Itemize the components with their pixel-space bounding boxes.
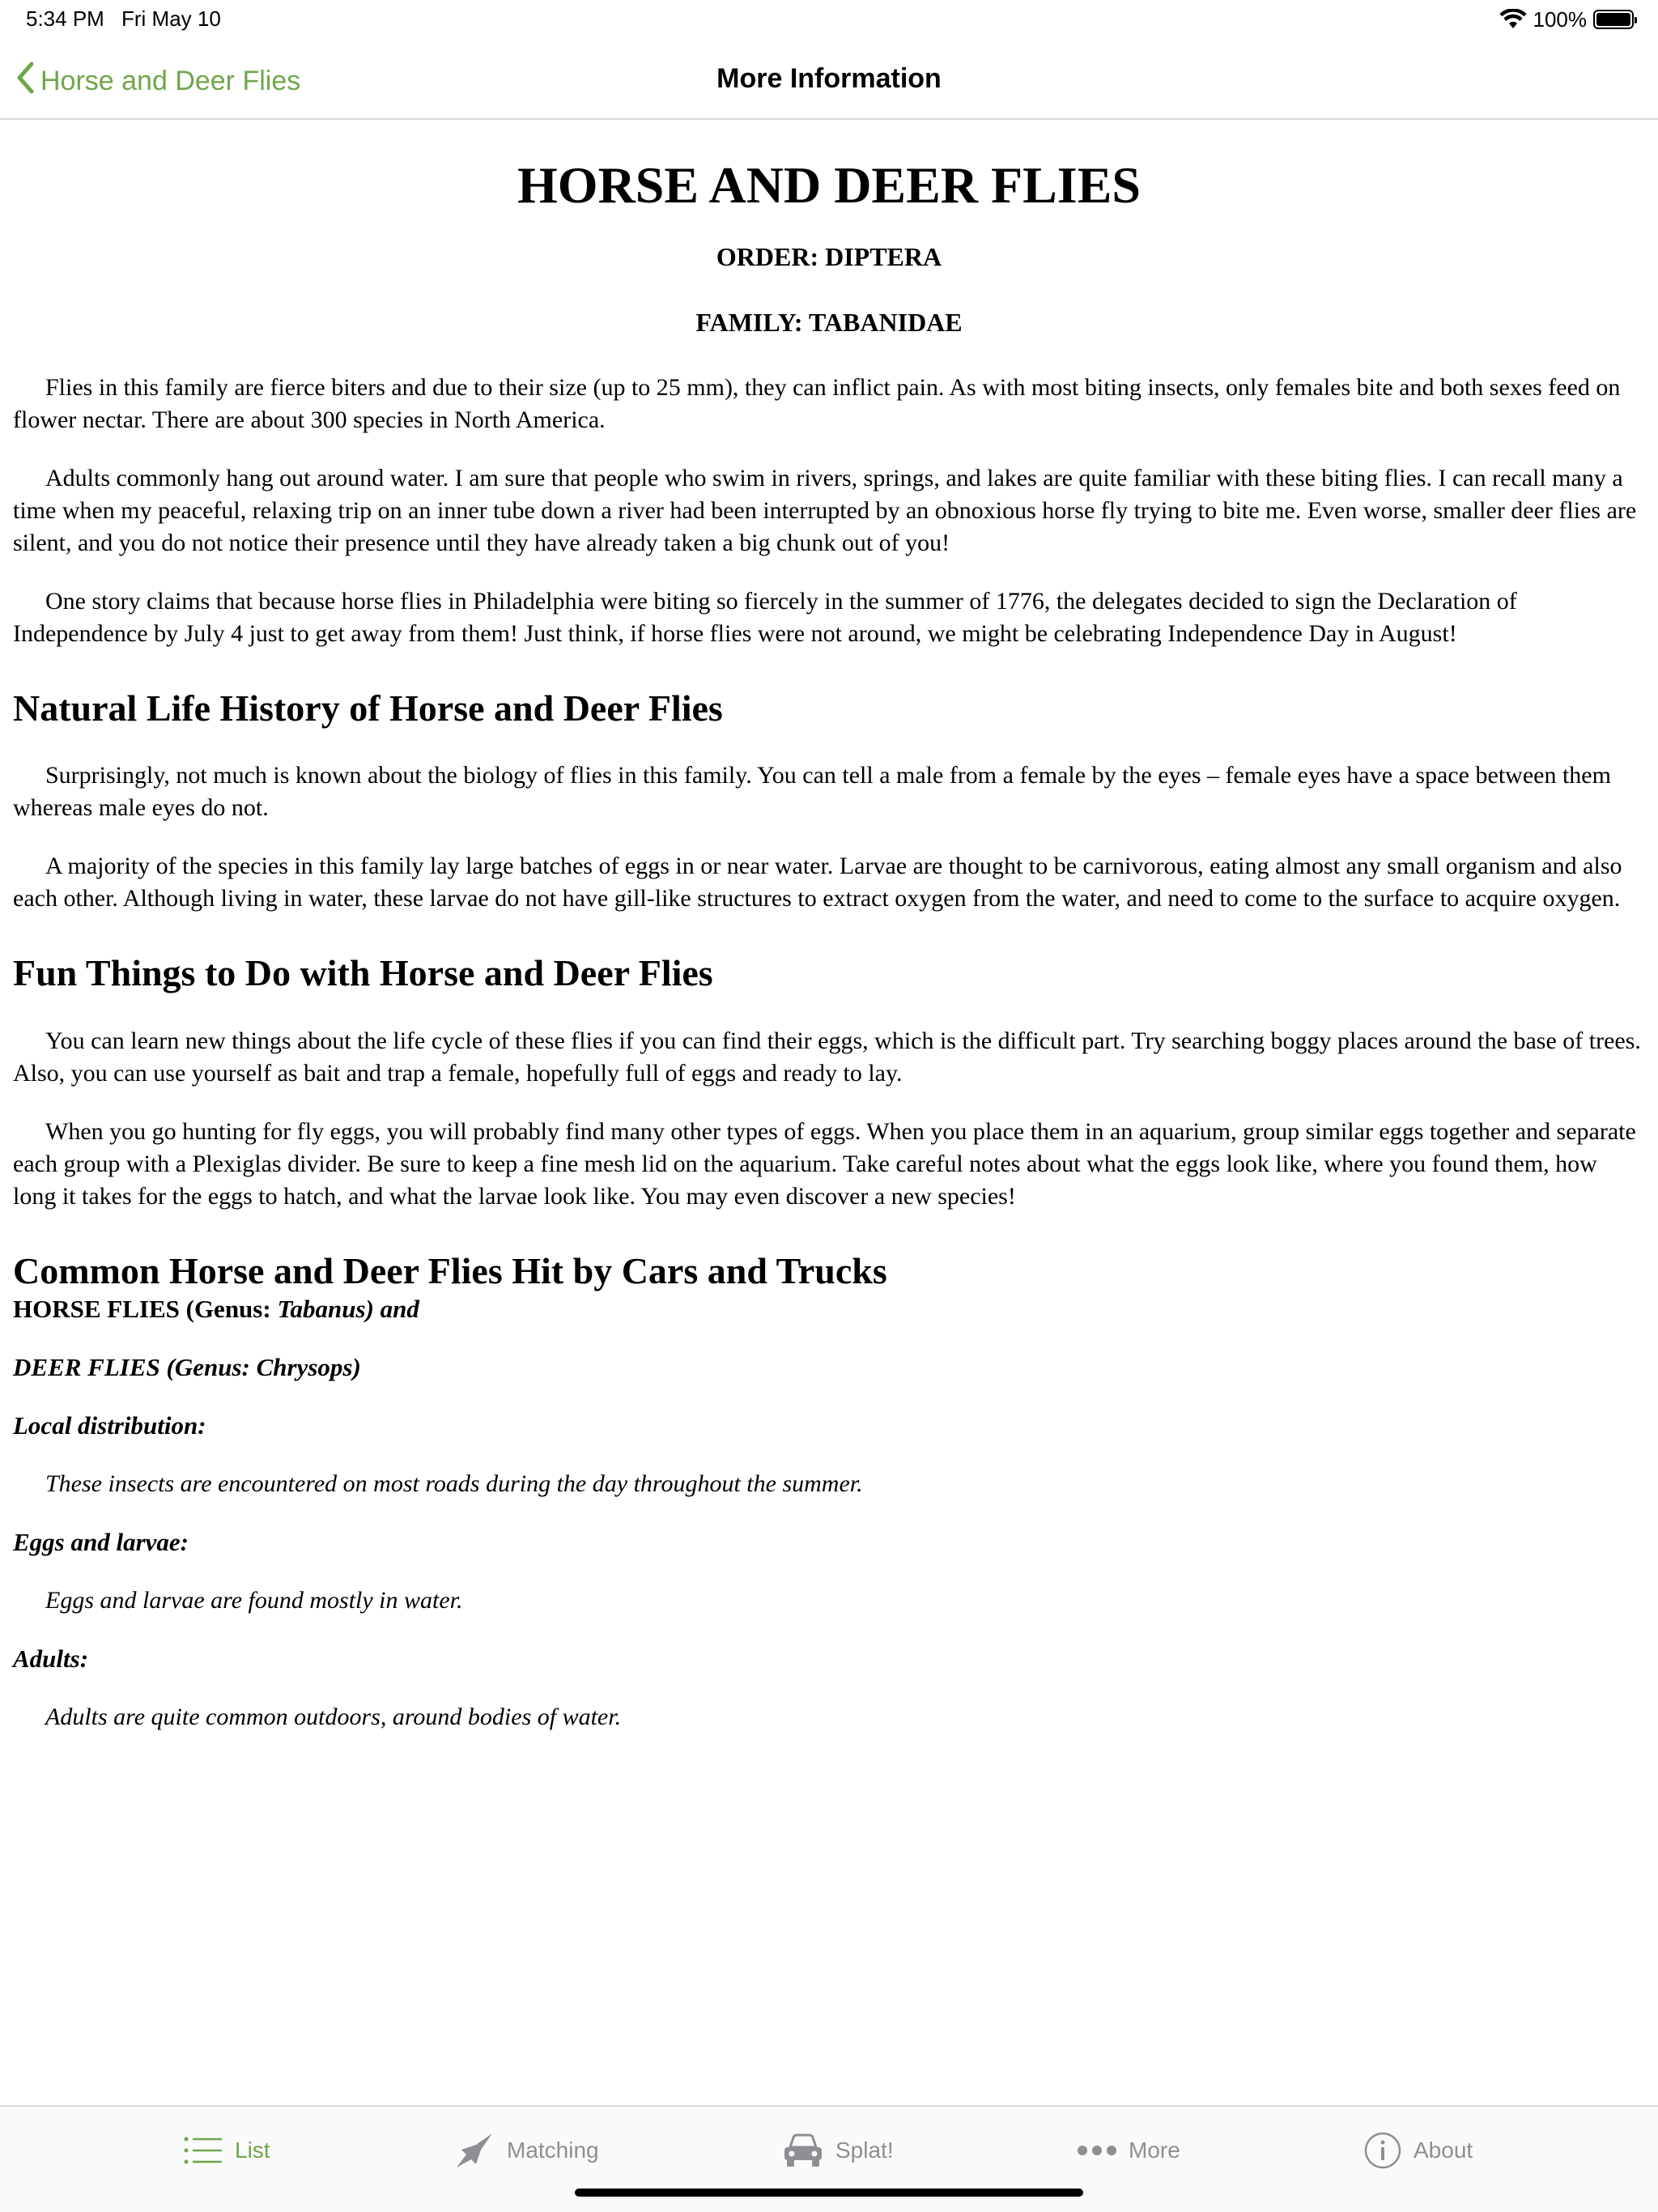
article-content xyxy=(13,121,1645,1733)
tab-list[interactable] xyxy=(183,2128,270,2173)
tab-about-label: About xyxy=(1414,2138,1473,2163)
tab-matching[interactable] xyxy=(453,2128,599,2173)
section-heading-fun: Fun Things to Do with Horse and Deer Flies xyxy=(13,952,713,994)
tab-about[interactable] xyxy=(1363,2128,1473,2173)
tab-more[interactable] xyxy=(1077,2128,1180,2173)
horse-flies-genus-name: Tabanus) and xyxy=(277,1294,419,1323)
intro-paragraph: One story claims that because horse flies in Philadelphia were biting so fiercely in the summer of 1776, the delegates decided to sign the Declaration of Independence by July 4 just to get away from them! Just think, if horse flies were not around, we might be celebrating Independence Day in August! xyxy=(13,588,1517,648)
order-line: ORDER: DIPTERA xyxy=(716,242,942,272)
car-icon xyxy=(782,2133,824,2168)
section-heading-common: Common Horse and Deer Flies Hit by Cars and Trucks xyxy=(13,1249,887,1291)
history-paragraph: A majority of the species in this family lay large batches of eggs in or near water. Larvae are thought to be carnivorous, eating almost any small organism and also each other. Although living in water, these larvae do not have gill-like structures to extract oxygen from the water, and need to come to the surface to acquire oxygen. xyxy=(13,853,1622,912)
battery-icon xyxy=(1593,10,1634,29)
tab-more-label: More xyxy=(1129,2138,1180,2163)
fun-paragraph: When you go hunting for fly eggs, you will probably find many other types of eggs. When you place them in an aquarium, group similar eggs together and separate each group with a Plexiglas divider. Be sure to keep a fine mesh lid on the aquarium. Take careful notes about what the eggs look like, where you found them, how long it takes for the eggs to hatch, and what the larvae look like. You may even discover a new species! xyxy=(13,1117,1636,1210)
back-button-label: Horse and Deer Flies xyxy=(40,66,301,96)
history-paragraph: Surprisingly, not much is known about the biology of flies in this family. You can tell a male from a female by the eyes – female eyes have a space between them whereas male eyes do not. xyxy=(13,762,1611,822)
navigation-bar xyxy=(0,39,1658,120)
family-line: FAMILY: TABANIDAE xyxy=(695,307,963,337)
adults-text: Adults are quite common outdoors, around bodies of water. xyxy=(45,1703,622,1730)
nav-title: More Information xyxy=(716,63,942,94)
eggs-larvae-text: Eggs and larvae are found mostly in water. xyxy=(45,1586,463,1614)
home-indicator[interactable] xyxy=(575,2189,1083,2197)
local-distribution-label: Local distribution: xyxy=(13,1410,206,1440)
fun-paragraph: You can learn new things about the life cycle of these flies if you can find their eggs, which is the difficult part. Try searching boggy places around the base of trees. Also, you can use yourself as bait and trap a female, hopefully full of eggs and ready to lay. xyxy=(13,1027,1641,1087)
tab-matching-label: Matching xyxy=(507,2138,599,2163)
list-icon xyxy=(183,2134,223,2167)
more-icon xyxy=(1077,2144,1117,2157)
horse-flies-genus xyxy=(13,1293,1645,1325)
status-time: 5:34 PM xyxy=(26,6,104,31)
section-heading-history: Natural Life History of Horse and Deer Flies xyxy=(13,687,723,730)
status-date: Fri May 10 xyxy=(121,6,221,31)
tab-list-label: List xyxy=(235,2138,270,2163)
article-title: HORSE AND DEER FLIES xyxy=(517,156,1141,214)
intro-paragraph: Adults commonly hang out around water. I am sure that people who swim in rivers, springs, and lakes are quite familiar with these biting flies. I can recall many a time when my peaceful, relaxing trip on an inner tube down a river had been interrupted by an obnoxious horse fly trying to bite me. Even worse, smaller deer flies are silent, and you do not notice their presence until they have already taken a big chunk out of you! xyxy=(13,465,1637,557)
adults-label: Adults: xyxy=(13,1644,89,1673)
status-right xyxy=(1499,5,1635,34)
status-bar xyxy=(0,0,1658,39)
tab-splat-label: Splat! xyxy=(835,2138,894,2163)
intro-paragraph: Flies in this family are fierce biters and due to their size (up to 25 mm), they can inflict pain. As with most biting insects, only females bite and both sexes feed on flower nectar. There are about 300 species in North America. xyxy=(13,374,1621,434)
local-distribution-text: These insects are encountered on most roads during the day throughout the summer. xyxy=(45,1470,863,1497)
horse-flies-prefix: HORSE FLIES (Genus: xyxy=(13,1294,278,1323)
tab-splat[interactable] xyxy=(782,2128,894,2173)
battery-percentage: 100% xyxy=(1533,6,1587,32)
eggs-larvae-label: Eggs and larvae: xyxy=(13,1527,189,1556)
wifi-icon xyxy=(1499,9,1527,30)
deer-flies-genus: DEER FLIES (Genus: Chrysops) xyxy=(13,1352,361,1381)
matching-icon xyxy=(453,2132,495,2169)
info-icon xyxy=(1363,2131,1402,2170)
